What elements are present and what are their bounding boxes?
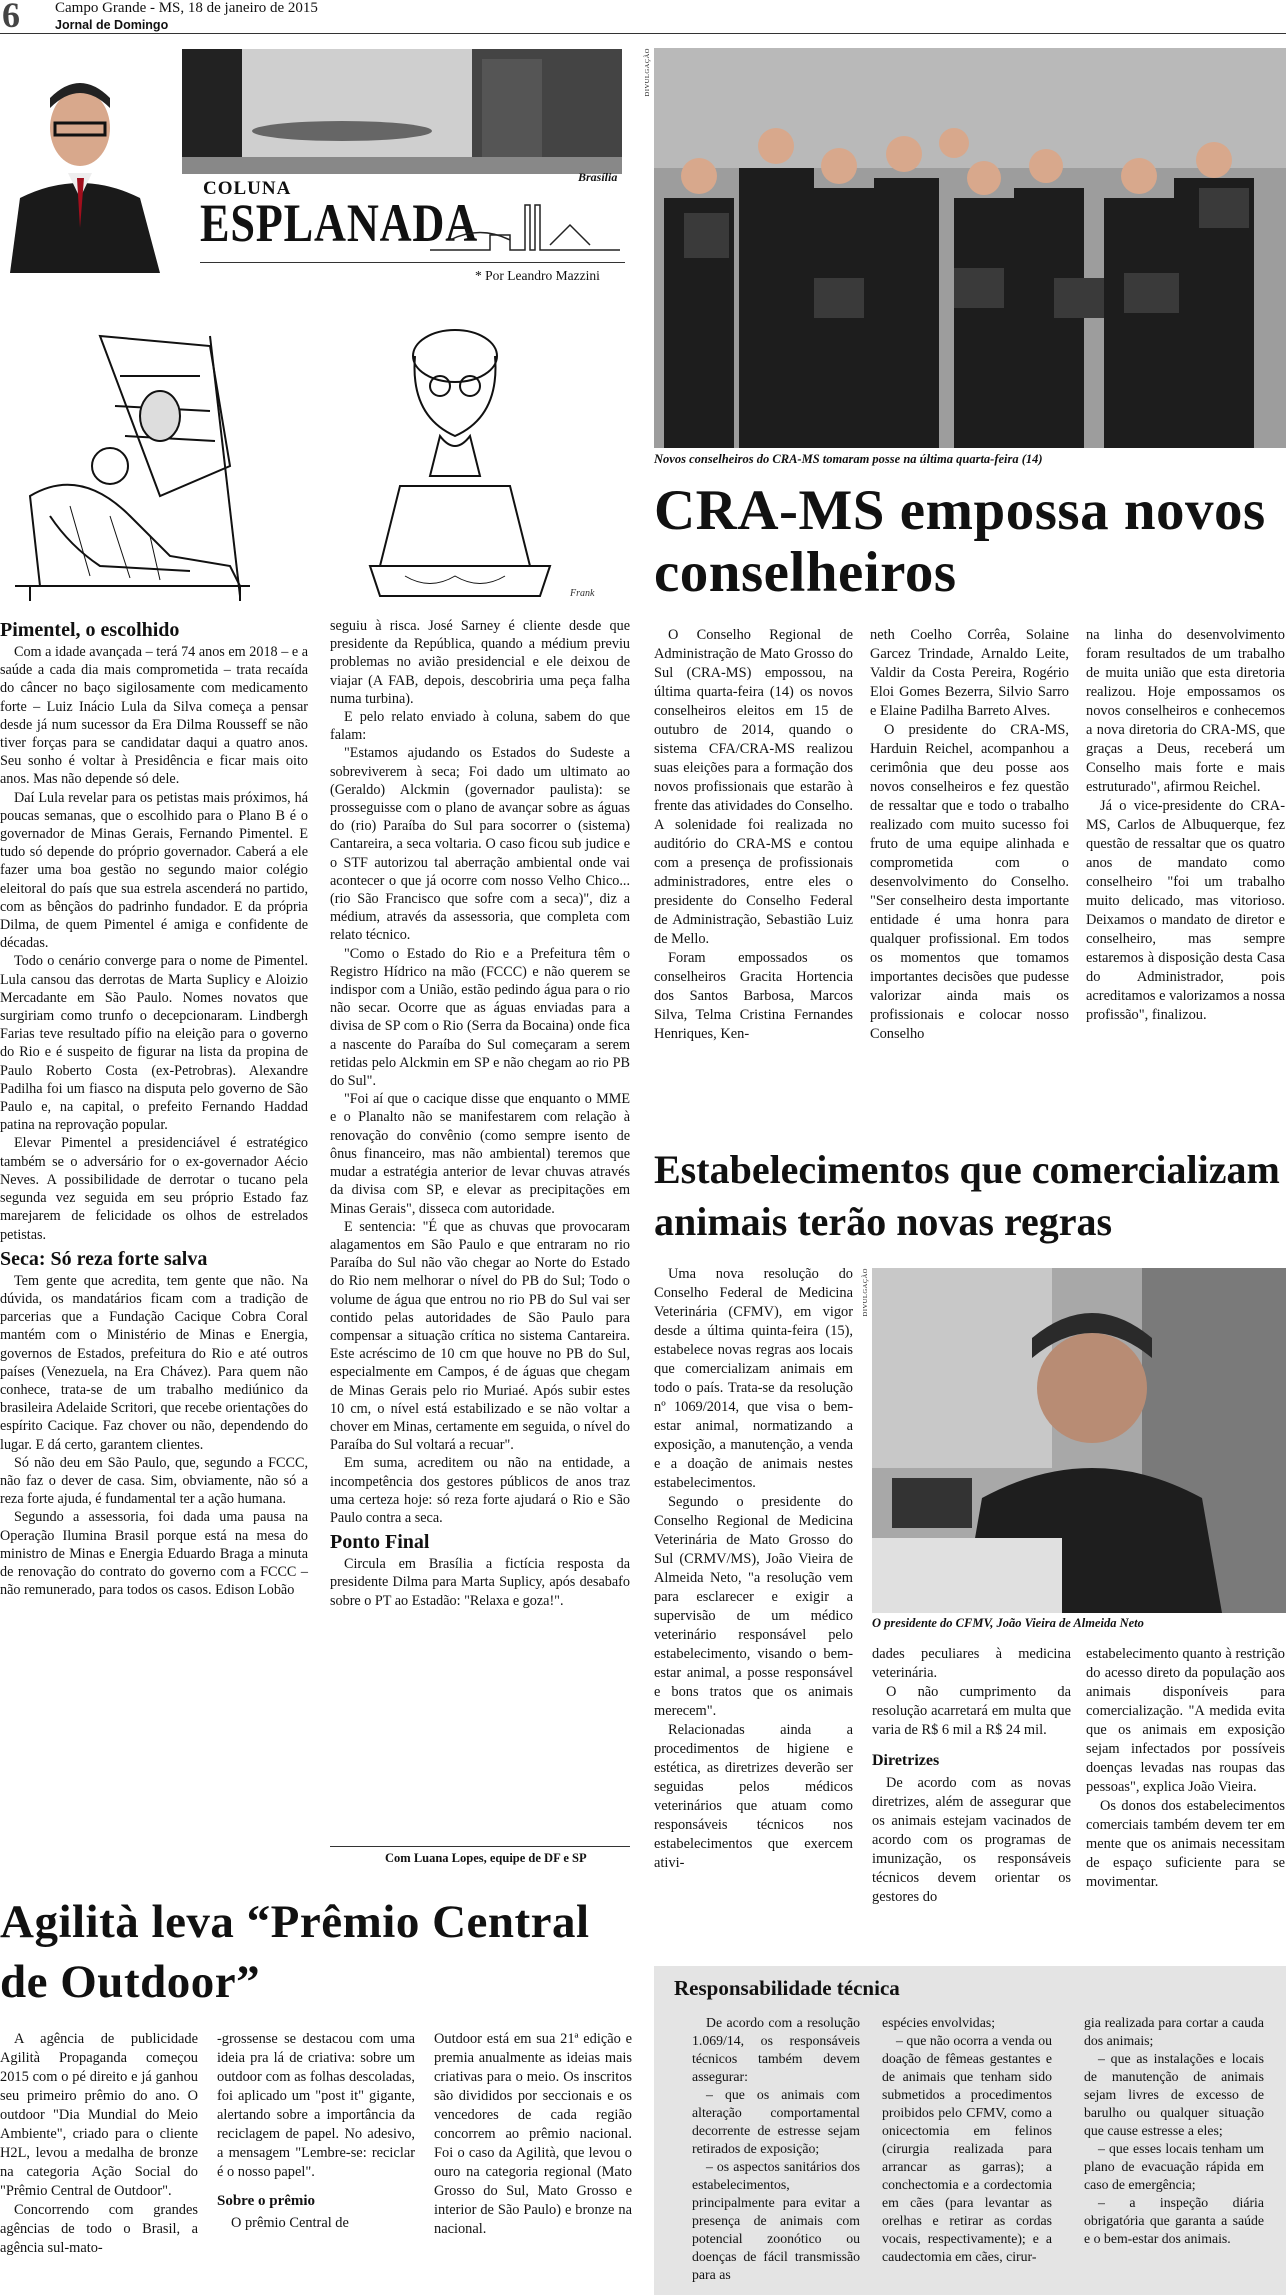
agilita-col3 xyxy=(434,2030,632,2239)
pim-p4: Elevar Pimentel a presidenciável é estratégico também se o adversário for o ex-governador Aécio Neves. A possibilidade de derrotar o tucano pela segunda vez seguida em seu próprio Estado faz marejarem de felicidade os olhos de estrelados petistas. xyxy=(0,1135,308,1243)
cra-headline xyxy=(654,480,1266,604)
estab-p3: Relacionadas ainda a procedimentos de higiene e estética, as diretrizes deverão ser seguidas pelos médicos veterinários que atuam como responsáveis técnicos nos estabelecimentos que exercem ativi- xyxy=(654,1722,853,1871)
cra-headline-line1: CRA-MS empossa novos xyxy=(654,479,1266,542)
pim-p3: Todo o cenário converge para o nome de Pimentel. Lula cansou das derrotas de Marta Suplicy e Aloizio Mercadante em São Paulo. Nomes novatos que surgiriam como trunfo o decepcionaram. Lindbergh Farias teve resultado pífio na eleição para o governo do Rio e é suspeito de figurar na lista da propina de Paulo Roberto Costa (ex-Petrobras). Alexandre Padilha foi um fiasco na disputa pelo governo de São Paulo e, na capital, o prefeito Fernando Haddad patina na reprovação popular. xyxy=(0,953,308,1134)
cartoon-illustration xyxy=(10,316,630,601)
dateline: Campo Grande - MS, 18 de janeiro de 2015 xyxy=(55,0,318,16)
cra-col1 xyxy=(654,626,853,1044)
page-number: 6 xyxy=(2,0,20,35)
pimentel-title: Pimentel, o escolhido xyxy=(0,619,180,641)
cra-p6: Já o vice-presidente do CRA-MS, Carlos de Albuquerque, fez questão de ressaltar que os quatro anos de mandato como conselheiro "foi um trabalho muito delicado, mas vitorioso. Deixamos o mandato de diretor e conselheiro, mas sempre estaremos à disposição desta Casa do Administrador, pois acreditamos e valorizamos a nossa profissão", finalizou. xyxy=(1086,798,1285,1023)
column-city: Brasília xyxy=(578,170,618,184)
agilita-p2: Concorrendo com grandes agências de todo o Brasil, a agência sul-mato- xyxy=(0,2202,198,2256)
estab-col2 xyxy=(872,1645,1071,1907)
estab-subhead: Diretrizes xyxy=(872,1752,940,1769)
page-header xyxy=(0,0,1286,34)
brasilia-skyline-icon xyxy=(430,195,620,255)
photo-credit-1: DIVULGAÇÃO xyxy=(644,48,651,97)
box-p6: gia realizada para cortar a cauda dos animais; xyxy=(1084,2015,1264,2048)
pimentel-col1 xyxy=(0,615,308,1599)
agilita-p1: A agência de publicidade Agilità Propaganda começou 2015 com o pé direito e já ganhou seu primeiro prêmio do ano. O outdoor "Dia Mundial do Meio Ambiente", criado para o cliente H2L, levou a medalha de bronze na categoria Ação Social do "Prêmio Central de Outdoor". xyxy=(0,2031,198,2199)
column-byline: * Por Leandro Mazzini xyxy=(475,268,600,283)
agilita-headline-line2: de Outdoor” xyxy=(0,1956,261,2008)
seca-title: Seca: Só reza forte salva xyxy=(0,1247,208,1270)
seca-p9: E sentencia: "É que as chuvas que provocaram alagamentos em São Paulo e que entraram no rio Paraíba do Sul não vão chegar ao Norte do Estado do Rio nem melhorar o nível do PB do Sul; Todo o volume de água que entrou no rio PB do Sul vai ser contido pelas autoridades de São Paulo para compensar a situação crítica no sistema Cantareira. Este acréscimo de 10 cm que houve no PB do Sul, especialmente em Campos, é de águas que chegam de Minas Gerais pelo rio Muriaé. Após subir estes 10 cm, o nível está estabilizado e se não voltar a chover em Minas, certamente em seguida, o nível do Paraíba do Sul voltará a recuar". xyxy=(330,1218,630,1454)
agilita-p4: O prêmio Central de xyxy=(231,2215,349,2231)
pim-p2: Daí Lula revelar para os petistas mais próximos, há poucas semanas, que o escolhido para o Plano B é o governador de Minas Gerais, Fernando Pimentel. E tudo só depende do próprio governador. Caberá a ele fazer uma boa gestão no segundo maior colégio eleitoral do país que sua estrela ascenderá no partido, com as bênçãos do padrinho fundador. E da própria Dilma, de quem Pimentel é amiga e confidente de décadas. xyxy=(0,789,308,952)
agilita-p5: Outdoor está em sua 21ª edição e premia anualmente as ideias mais criativas para o meio. Os inscritos são divididos por seccionais e os vencedores de cada região concorrem ao prêmio nacional. Foi o caso da Agilità, que levou o ouro na categoria regional (Mato Grosso do Sul, Mato Grosso e interior de São Paulo) e bronze na nacional. xyxy=(434,2031,632,2237)
cra-p1: O Conselho Regional de Administração de Mato Grosso do Sul (CRA-MS) empossou, na última quarta-feira (14) os novos conselheiros eleitos em 15 de outubro de 2014, quando o sistema CFA/CRA-MS realizou suas eleições para a formação dos novos profissionais que estarão à frente das atividades do Conselho. A solenidade foi realizada no auditório do CRA-MS e contou com a presença de profissionais administradores, entre eles o presidente do Conselho Federal de Administração, Sebastião Luiz de Mello. xyxy=(654,627,853,947)
brasilia-photo xyxy=(182,49,622,174)
cra-p4: O presidente do CRA-MS, Harduin Reichel, acompanhou a cerimônia que deu posse aos novos conselheiros e fez questão de ressaltar que e todo o trabalho realizado com muito sucesso foi fruto de uma equipe alinhada e comprometida com o desenvolvimento do Conselho. "Ser conselheiro desta importante entidade é uma honra para qualquer profissional. Em todos os momentos que tomamos importantes decisões que pudesse valorizar ainda mais os profissionais e colocar nosso Conselho xyxy=(870,722,1069,1042)
column-kicker: COLUNA xyxy=(203,178,292,199)
box-p1: De acordo com a resolução 1.069/14, os responsáveis técnicos também devem assegurar: xyxy=(692,2015,860,2084)
ponto-final-title: Ponto Final xyxy=(330,1531,430,1554)
pimentel-col2 xyxy=(330,617,630,1610)
estab-p4: dades peculiares à medicina veterinária. xyxy=(872,1646,1071,1681)
cra-photo xyxy=(654,48,1286,448)
ponto-final-p1: Circula em Brasília a fictícia resposta da presidente Dilma para Marta Suplicy, após desabafo sobre o PT ao Estadão: "Relaxa e goza!". xyxy=(330,1556,630,1609)
estab-col3 xyxy=(1086,1645,1285,1892)
cra-headline-line2: conselheiros xyxy=(654,541,957,604)
seca-p6: "Estamos ajudando os Estados do Sudeste a sobreviverem à seca; Foi dado um ultimato ao (Geraldo) Alckmin (governador paulista): se prosseguisse com o plano de avançar sobre as águas do (rio) Paraíba do Sul para socorrer o (sistema) Cantareira, a seca voltaria. O caso ficou sub judice e o STF autorizou tal aberração ambiental onde vai acontecer o que já ocorre com nosso Velho Chico... (rio São Francisco que sofre com a seca)", diz a médium, através da assessoria, que completa com relato técnico. xyxy=(330,745,630,944)
paper-name: Jornal de Domingo xyxy=(55,18,169,32)
estab-p6: De acordo com as novas diretrizes, além de assegurar que os animais estejam vacinados de acordo com os programas de imunização, os responsáveis técnicos devem orientar os gestores do xyxy=(872,1775,1071,1905)
agilita-p3: -grossense se destacou com uma ideia pra lá de criativa: sobre um outdoor com as folhas descoladas, foi aplicado um "post it" gigante, alertando sobre a importância da reciclagem de papel. No adesivo, a mensagem "Lembre-se: reciclar é o nosso papel". xyxy=(217,2031,415,2180)
cra-p2: Foram empossados os conselheiros Gracita Hortencia dos Santos Barbosa, Marcos Silva, Telma Cristina Fernandes Henriques, Ken- xyxy=(654,950,853,1042)
svg-text:Frank: Frank xyxy=(570,588,595,599)
cra-p5: na linha do desenvolvimento foram resultados de um trabalho de muita união que esta diretoria realizou. Hoje empossamos os novos conselheiros e conhecemos a nova diretoria do CRA-MS, que graças a Deus, receberá um Conselho mais forte e mais estruturado", afirmou Reichel. xyxy=(1086,627,1285,795)
estab-p1: Uma nova resolução do Conselho Federal de Medicina Veterinária (CFMV), em vigor desde a última quinta-feira (15), estabelece novas regras aos locais que comercializam animais em todo o país. Trata-se da resolução nº 1069/2014, que visa o bem-estar animal, normatizando a exposição, a manutenção, a venda e a doação de animais nestes estabelecimentos. xyxy=(654,1266,853,1491)
box-col1 xyxy=(692,2014,860,2284)
box-p4: espécies envolvidas; xyxy=(882,2015,996,2030)
cra-col2 xyxy=(870,626,1069,1044)
responsabilidade-box xyxy=(654,1966,1286,2295)
box-p2: – que os animais com alteração comportamental decorrente de estresse sejam retirados de exposição; xyxy=(692,2087,860,2156)
agilita-headline xyxy=(0,1892,590,2012)
seca-p4: seguiu à risca. José Sarney é cliente desde que presidente da República, quando a médium previu problemas no avião presidencial e ele deixou de viajar (A FAB, depois, descobriria uma peça falha numa turbina). xyxy=(330,618,630,707)
box-p5: – que não ocorra a venda ou doação de fêmeas gestantes e de animais que tenham sido submetidos a procedimentos proibidos pelo CFMV, como a onicectomia em felinos (cirurgia realizada para arrancar as garras); a conchectomia e a cordectomia em cães (para levantar as orelhas e retirar as cordas vocais, respectivamente); e a caudectomia em cães, cirur- xyxy=(882,2033,1052,2264)
seca-p1: Tem gente que acredita, tem gente que não. Na dúvida, os mandatários ficam com a tradição de parcerias que a Fundação Cacique Cobra Coral mantém com o Ministério de Minas e Energia, governos de Estados, prefeitura do Rio e até outros países (Venezuela, na Era Chávez). Para quem não conhece, trata-se de um trabalho mediúnico da brasileira Adelaide Scritori, que recebe orientações do espírito Cacique. Faz chover ou não, dependendo do lugar. E dá certo, garantem clientes. xyxy=(0,1272,308,1453)
seca-p10: Em suma, acreditem ou não na entidade, a incompetência dos gestores públicos de anos traz uma certeza hoje: só reza forte ajudará o Rio e São Paulo contra a seca. xyxy=(330,1455,630,1526)
box-title: Responsabilidade técnica xyxy=(674,1976,900,2000)
estab-headline-line1: Estabelecimentos que comercializam xyxy=(654,1147,1280,1192)
agilita-col2 xyxy=(217,2030,415,2233)
agilita-col1 xyxy=(0,2030,198,2258)
box-col2 xyxy=(882,2014,1052,2266)
column-credit: Com Luana Lopes, equipe de DF e SP xyxy=(385,1851,587,1865)
seca-p5: E pelo relato enviado à coluna, sabem do que falam: xyxy=(330,709,630,744)
photo-credit-2: DIVULGAÇÃO xyxy=(862,1268,869,1317)
estab-p8: Os donos dos estabelecimentos comerciais também devem ter em mente que os animais necessitam de espaço suficiente para se movimentar. xyxy=(1086,1798,1285,1890)
columnist-photo xyxy=(0,48,170,273)
cra-col3 xyxy=(1086,626,1285,1025)
agilita-subhead: Sobre o prêmio xyxy=(217,2193,316,2209)
estab-p5: O não cumprimento da resolução acarretará em multa que varia de R$ 6 mil a R$ 24 mil. xyxy=(872,1684,1071,1738)
seca-p3: Segundo a assessoria, foi dada uma pausa na Operação Ilumina Brasil porque está na mesa do ministro de Minas e Energia Eduardo Braga a minuta de renovação do contrato do governo com a FCCC – não remunerado, para todos os casos. Edison Lobão xyxy=(0,1509,308,1599)
box-p3: – os aspectos sanitários dos estabelecimentos, principalmente para evitar a presença de animais com potencial zoonótico ou doenças de fácil transmissão para as xyxy=(692,2159,860,2282)
cra-p3: neth Coelho Corrêa, Solaine Garcez Trindade, Arnaldo Leite, Valdir da Costa Pereira, Rogério Eloi Gomes Bezerra, Silvio Sarro e Elaine Padilha Barreto Alves. xyxy=(870,627,1069,719)
seca-p2: Só não deu em São Paulo, que, segundo a FCCC, não faz o dever de casa. Sim, obviamente, não só a reza forte ajuda, é fundamental ter a ação humana. xyxy=(0,1454,308,1508)
estab-p7: estabelecimento quanto à restrição do acesso direto da população aos animais disponíveis para comercialização. "A medida evita que os animais em exposição sejam infectados por possíveis doenças levadas nas roupas das pessoas", explica João Vieira. xyxy=(1086,1646,1285,1795)
box-p9: – a inspeção diária obrigatória que garanta a saúde e o bem-estar dos animais. xyxy=(1084,2195,1264,2246)
seca-p8: "Foi aí que o cacique disse que enquanto o MME e o Planalto não se manifestarem com relação à renovação do convênio (como sempre isento de ônus financeiro, mas não ambiental) teremos que mudar a estratégia anterior de levar chuvas através da divisa com SP, e elevar as precipitações em Minas Gerais", disseca com autoridade. xyxy=(330,1091,630,1217)
column-rule xyxy=(200,262,625,263)
credit-rule xyxy=(330,1846,630,1847)
estab-p2: Segundo o presidente do Conselho Regional de Medicina Veterinária de Mato Grosso do Sul (CRMV/MS), João Vieira de Almeida Neto, "a resolução vem para esclarecer e exigir a supervisão de um médico veterinário responsável pelo estabelecimento, visando o bem-estar animal, a posse responsável e bons tratos que os animais merecem". xyxy=(654,1494,853,1719)
estab-headline xyxy=(654,1144,1280,1248)
box-p8: – que esses locais tenham um plano de evacuação rápida em caso de emergência; xyxy=(1084,2141,1264,2192)
estab-caption: O presidente do CFMV, João Vieira de Almeida Neto xyxy=(872,1616,1144,1630)
box-col3 xyxy=(1084,2014,1264,2248)
pim-p1: Com a idade avançada – terá 74 anos em 2018 – e a saúde a cada dia mais comprometida – trata recaída do câncer no baço sigilosamente com medicamento forte – Luiz Inácio Lula da Silva começa a pensar desde já num sucessor da Era Dilma Rousseff se não tiver forças para se candidatar daqui a quatro anos. Seu sonho é voltar à Presidência e ficar mais oito anos. Mas não depende só dele. xyxy=(0,644,308,788)
cra-caption: Novos conselheiros do CRA-MS tomaram posse na última quarta-feira (14) xyxy=(654,452,1043,466)
cfmv-president-photo xyxy=(872,1268,1286,1613)
agilita-headline-line1: Agilità leva “Prêmio Central xyxy=(0,1896,590,1948)
column-title: ESPLANADA xyxy=(200,193,479,253)
seca-p7: "Como o Estado do Rio e a Prefeitura têm o Registro Hídrico na mão (FCCC) e não querem se indispor com a União, estão pedindo água para o rio não secar. Ocorre que as águas enviadas para a divisa de SP com o Rio (Serra da Bocaina) onde fica a nascente do Paraíba do Sul começaram a serem retidas pelo Alckmin em SP e não chegam ao rio PB do Sul". xyxy=(330,945,630,1090)
estab-headline-line2: animais terão novas regras xyxy=(654,1199,1113,1244)
box-p7: – que as instalações e locais de manutenção de animais sejam livres de excesso de barulho ou qualquer situação que cause estresse a eles; xyxy=(1084,2051,1264,2138)
estab-col1 xyxy=(654,1265,853,1873)
